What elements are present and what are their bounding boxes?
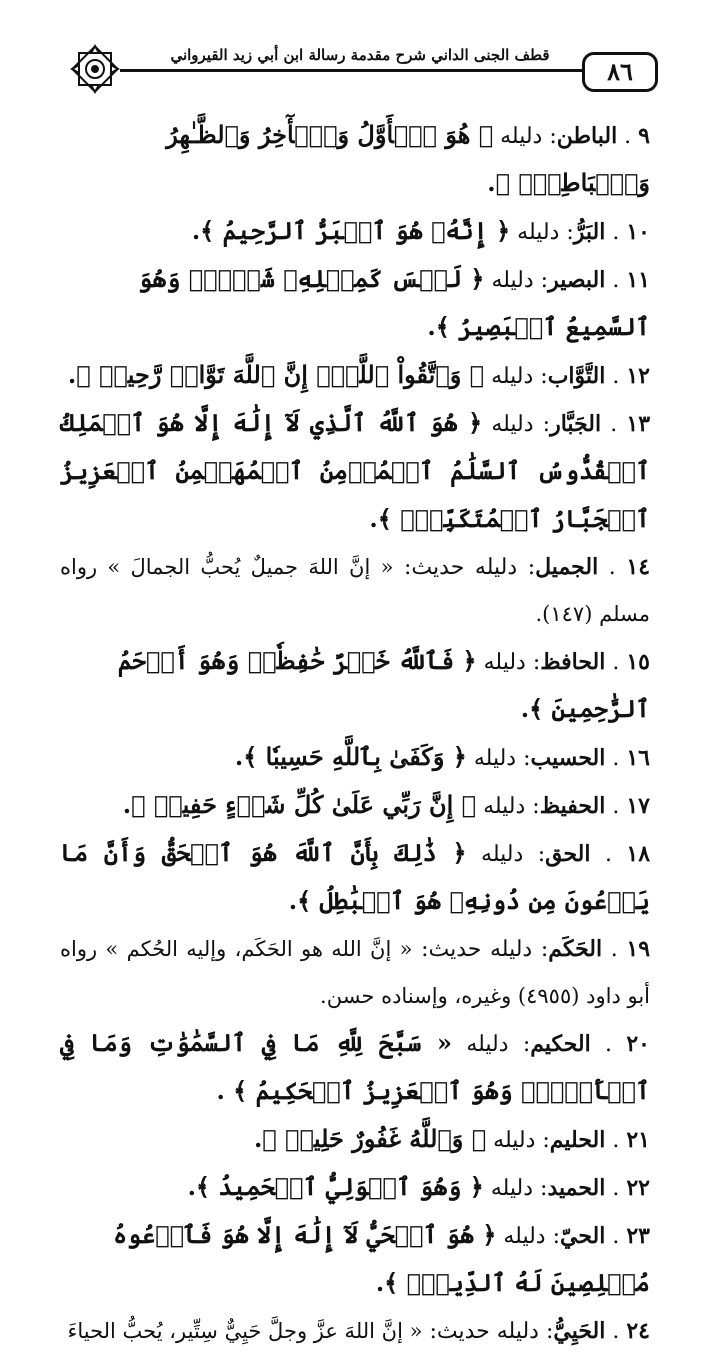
item-label: دليله [483, 794, 526, 819]
item-number: ٢١ [626, 1127, 650, 1153]
item-name: الجَبَّار [550, 411, 602, 437]
list-item: ١٨ . الحق: دليله ﴿ ذَٰلِكَ بِأَنَّ ٱللَّهَ هُوَ ٱلۡحَقُّ وَأَنَّ مَا يَدۡعُونَ مِن دُونِهِۦ هُوَ ٱلۡبَٰطِلُ ﴾. [60, 838, 651, 915]
item-name: الحَكَم [548, 936, 603, 962]
item-name: الحليم [549, 1127, 606, 1153]
list-item: ١٣ . الجَبَّار: دليله ﴿ هُوَ ٱللَّهُ ٱلَّذِي لَآ إِلَٰهَ إِلَّا هُوَ ٱلۡمَلِكُ ٱلۡقُدُّوسُ ٱلسَّلَٰمُ ٱلۡمُؤۡمِنُ ٱلۡمُهَيۡمِنُ ٱلۡعَزِيزُ ٱلۡجَبَّارُ ٱلۡمُتَكَبِّرُۚ ﴾. [60, 408, 651, 533]
item-number: ٢٤ [626, 1318, 650, 1344]
item-number: ١٦ [626, 745, 650, 771]
item-evidence: ﴿ ذَٰلِكَ بِأَنَّ ٱللَّهَ هُوَ ٱلۡحَقُّ وَأَنَّ مَا يَدۡعُونَ مِن دُونِهِۦ هُوَ ٱلۡبَٰطِلُ ﴾. [60, 838, 650, 915]
page-number: ٨٦ [582, 52, 658, 92]
item-evidence: ﴿ لَيۡسَ كَمِثۡلِهِۦ شَيۡءٞۖ وَهُوَ ٱلسَّمِيعُ ٱلۡبَصِيرُ ﴾. [138, 264, 650, 341]
item-evidence: ﴿ فَٱللَّهُ خَيۡرٌ حَٰفِظٗاۖ وَهُوَ أَرۡحَمُ ٱلرَّٰحِمِينَ ﴾. [117, 646, 650, 723]
item-number: ١١ [626, 267, 650, 293]
list-item: ١٠ . البَرُّ: دليله ﴿ إِنَّهُۥ هُوَ ٱلۡبَرُّ ٱلرَّحِيمُ ﴾. [191, 216, 650, 245]
item-label: دليله [473, 746, 517, 771]
item-label: دليله [493, 1128, 536, 1153]
item-evidence: ﴿ إِنَّهُۥ هُوَ ٱلۡبَرُّ ٱلرَّحِيمُ ﴾. [191, 216, 511, 245]
item-number: ١٨ [626, 841, 651, 867]
item-label: دليله [491, 268, 534, 293]
item-number: ١٥ [626, 649, 650, 675]
item-name: الحَيِيُّ [553, 1318, 606, 1344]
list-item: ١٦ . الحسيب: دليله ﴿ وَكَفَىٰ بِٱللَّهِ حَسِيبٗا ﴾. [234, 742, 650, 771]
item-evidence: « إنَّ اللهَ جميلٌ يُحبُّ الجمالَ » رواه مسلم (١٤٧). [60, 555, 650, 626]
item-evidence: ﴿ وَكَفَىٰ بِٱللَّهِ حَسِيبٗا ﴾. [234, 742, 467, 771]
list-item: ١١ . البصير: دليله ﴿ لَيۡسَ كَمِثۡلِهِۦ شَيۡءٞۖ وَهُوَ ٱلسَّمِيعُ ٱلۡبَصِيرُ ﴾. [138, 264, 650, 341]
item-name: البصير [548, 267, 606, 293]
list-item: ٢٤ . الحَيِيُّ: دليله حديث: « إنَّ اللهَ عزَّ وجلَّ حَيِيٌّ سِتِّير، يُحبُّ الحياءَ [67, 1318, 650, 1344]
book-title: قطف الجنى الداني شرح مقدمة رسالة ابن أبي زيد القيرواني [170, 46, 550, 64]
item-label: دليله [483, 650, 526, 675]
item-evidence: ﴿ إِنَّ رَبِّي عَلَىٰ كُلِّ شَيۡءٍ حَفِيظٞ ﴾. [122, 790, 477, 819]
item-label: دليله [491, 412, 534, 437]
item-number: ١٢ [626, 363, 650, 389]
list-item: ٢٢ . الحميد: دليله ﴿ وَهُوَ ٱلۡوَلِيُّ ٱلۡحَمِيدُ ﴾. [187, 1172, 650, 1201]
item-number: ١٩ [626, 936, 651, 962]
rosette-ornament-icon [66, 40, 124, 98]
item-number: ١٠ [626, 219, 650, 245]
item-evidence: ﴿ وَهُوَ ٱلۡوَلِيُّ ٱلۡحَمِيدُ ﴾. [187, 1172, 484, 1201]
item-name: الحميد [547, 1175, 606, 1201]
list-item: ١٥ . الحافظ: دليله ﴿ فَٱللَّهُ خَيۡرٌ حَٰفِظٗاۖ وَهُوَ أَرۡحَمُ ٱلرَّٰحِمِينَ ﴾. [117, 646, 650, 723]
list-item: ١٩ . الحَكَم: دليله حديث: « إنَّ الله هو الحَكَم، وإليه الحُكم » رواه أبو داود (٤٩٥٥) وغيره، وإسناده حسن. [60, 936, 651, 1008]
item-label: دليله [503, 1224, 546, 1249]
item-evidence: « إنَّ الله هو الحَكَم، وإليه الحُكم » رواه أبو داود (٤٩٥٥) وغيره، وإسناده حسن. [60, 937, 650, 1008]
item-name: الجميل [535, 554, 599, 580]
item-number: ٢٣ [626, 1223, 650, 1249]
list-item: ٢١ . الحليم: دليله ﴿ وَٱللَّهُ غَفُورٌ حَلِيمٞ ﴾. [253, 1124, 650, 1153]
item-name: الحق [545, 841, 591, 867]
list-item: ٢٣ . الحيّ: دليله ﴿ هُوَ ٱلۡحَيُّ لَآ إِلَٰهَ إِلَّا هُوَ فَٱدۡعُوهُ مُخۡلِصِينَ لَهُ ٱلدِّينَۗ ﴾. [113, 1220, 650, 1297]
item-number: ١٧ [626, 793, 650, 819]
item-label: دليله [490, 1176, 534, 1201]
item-label: دليله [517, 220, 560, 245]
item-name: الحسيب [530, 745, 606, 771]
item-evidence: ﴿ وَٱللَّهُ غَفُورٌ حَلِيمٞ ﴾. [253, 1124, 487, 1153]
item-label: دليله [491, 364, 534, 389]
list-item: ١٧ . الحفيظ: دليله ﴿ إِنَّ رَبِّي عَلَىٰ كُلِّ شَيۡءٍ حَفِيظٞ ﴾. [122, 790, 650, 819]
item-name: الباطن [556, 123, 618, 149]
item-name: البَرُّ [573, 219, 606, 245]
item-name: التَّوَّاب [547, 363, 606, 389]
item-name: الحكيم [530, 1031, 591, 1057]
item-number: ١٣ [626, 411, 651, 437]
item-number: ٢٠ [626, 1031, 650, 1057]
list-item: ١٢ . التَّوَّاب: دليله ﴿ وَٱتَّقُواْ ٱللَّهَۚ إِنَّ ٱللَّهَ تَوَّابٞ رَّحِيمٞ ﴾. [67, 360, 650, 389]
names-list [60, 112, 650, 1355]
item-label: دليله [466, 1032, 509, 1057]
list-item: ١٤ . الجميل: دليله حديث: « إنَّ اللهَ جميلٌ يُحبُّ الجمالَ » رواه مسلم (١٤٧). [60, 554, 651, 626]
page-header [0, 0, 728, 104]
item-evidence: ﴿ هُوَ ٱلۡحَيُّ لَآ إِلَٰهَ إِلَّا هُوَ فَٱدۡعُوهُ مُخۡلِصِينَ لَهُ ٱلدِّينَۗ ﴾. [113, 1220, 650, 1297]
item-label: دليله حديث: [421, 937, 533, 962]
header-rule [120, 69, 590, 72]
item-label: دليله [500, 124, 543, 149]
item-name: الحافظ [540, 649, 606, 675]
item-name: الحيّ [560, 1223, 606, 1249]
item-evidence: ﴿ هُوَ ٱللَّهُ ٱلَّذِي لَآ إِلَٰهَ إِلَّا هُوَ ٱلۡمَلِكُ ٱلۡقُدُّوسُ ٱلسَّلَٰمُ ٱلۡمُؤۡمِنُ ٱلۡمُهَيۡمِنُ ٱلۡعَزِيزُ ٱلۡجَبَّارُ ٱلۡمُتَكَبِّرُۚ ﴾. [60, 408, 650, 533]
item-label: دليله حديث: [404, 555, 518, 580]
item-label: دليله [481, 842, 524, 867]
item-label: دليله حديث: [429, 1319, 539, 1344]
item-evidence: « سَبَّحَ لِلَّهِ مَا فِي ٱلسَّمَٰوَٰتِ وَمَا فِي ٱلۡأَرۡضِۖ وَهُوَ ٱلۡعَزِيزُ ٱلۡحَكِيمُ ﴾ . [60, 1028, 650, 1105]
item-number: ٩ [638, 123, 650, 149]
item-number: ٢٢ [626, 1175, 650, 1201]
item-evidence: « إنَّ اللهَ عزَّ وجلَّ حَيِيٌّ سِتِّير، يُحبُّ الحياءَ [67, 1319, 423, 1343]
item-evidence: ﴿ هُوَ ٱلۡأَوَّلُ وَٱلۡأٓخِرُ وَٱلظَّـٰهِرُ وَٱلۡبَاطِنُۖ ﴾. [166, 120, 650, 197]
item-name: الحفيظ [539, 793, 606, 819]
list-item: ٩ . الباطن: دليله ﴿ هُوَ ٱلۡأَوَّلُ وَٱلۡأٓخِرُ وَٱلظَّـٰهِرُ وَٱلۡبَاطِنُۖ ﴾. [166, 120, 650, 197]
list-item: ٢٠ . الحكيم: دليله « سَبَّحَ لِلَّهِ مَا فِي ٱلسَّمَٰوَٰتِ وَمَا فِي ٱلۡأَرۡضِۖ وَهُوَ ٱلۡعَزِيزُ ٱلۡحَكِيمُ ﴾ . [60, 1028, 650, 1105]
item-number: ١٤ [626, 554, 651, 580]
item-evidence: ﴿ وَٱتَّقُواْ ٱللَّهَۚ إِنَّ ٱللَّهَ تَوَّابٞ رَّحِيمٞ ﴾. [67, 360, 485, 389]
